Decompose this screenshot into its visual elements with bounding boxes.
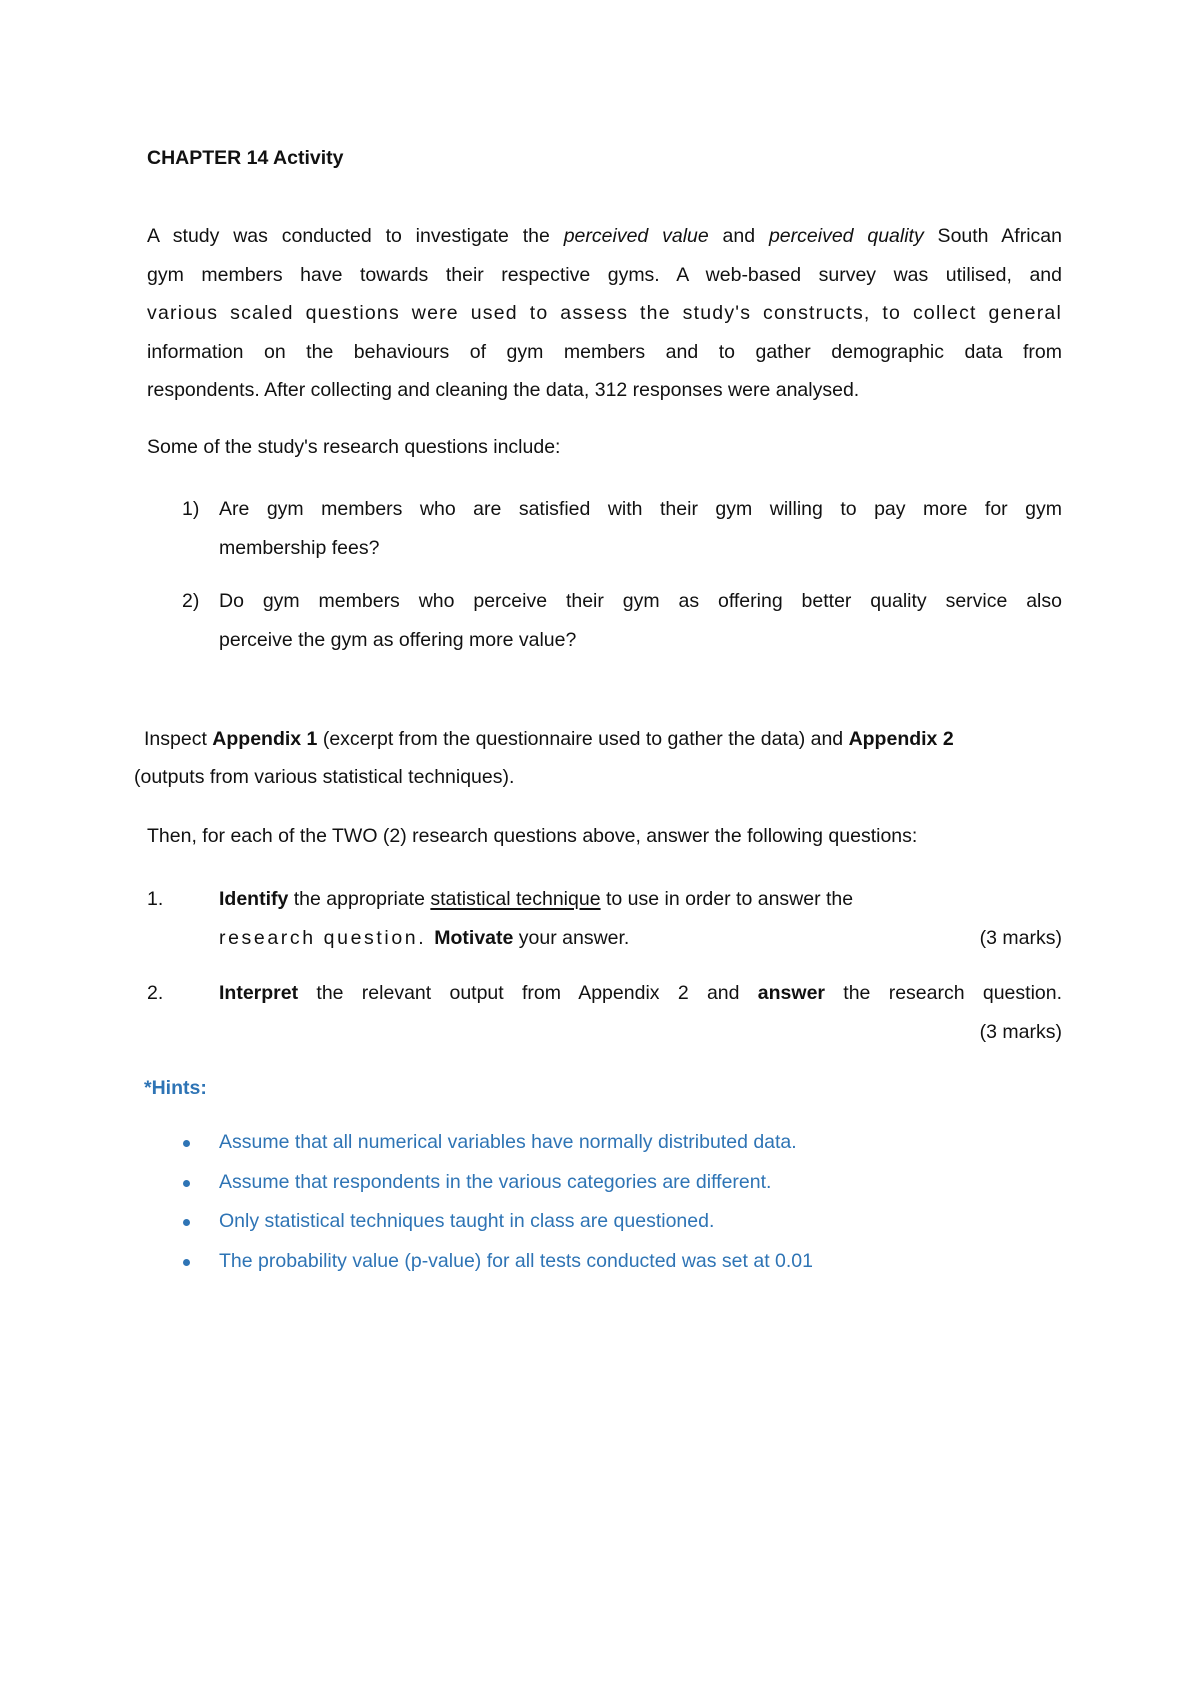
- hint-item: [183, 1250, 813, 1290]
- intro-line-3: various scaled questions were used to assess the study's constructs, to collect general: [147, 302, 1062, 324]
- research-question-line: Are gym members who are satisfied with their gym willing to pay more for gym: [219, 498, 1062, 520]
- research-question-line: Do gym members who perceive their gym as offering better quality service also: [219, 590, 1062, 612]
- task-line: [219, 974, 1062, 1013]
- bullet-icon: [183, 1259, 190, 1266]
- inspect-instruction-line-1: [144, 728, 954, 751]
- hints-title: *Hints:: [144, 1077, 207, 1099]
- hint-item: [183, 1131, 813, 1171]
- research-questions-intro: Some of the study's research questions include:: [147, 436, 561, 458]
- intro-text: A study was conducted to investigate the: [147, 225, 564, 247]
- task-verb: Identify: [219, 888, 289, 910]
- research-question-number: 1): [182, 498, 200, 520]
- task-text: the appropriate: [288, 888, 431, 910]
- intro-emphasis-perceived-value: perceived value: [563, 225, 709, 247]
- task-line: [219, 880, 1062, 919]
- bullet-icon: [183, 1180, 190, 1187]
- task-underlined-term: statistical technique: [430, 888, 601, 910]
- task-text: the relevant output from Appendix 2 and: [298, 982, 758, 1004]
- task-verb: Interpret: [219, 982, 299, 1004]
- inspect-text: (excerpt from the questionnaire used to gather the data) and: [317, 728, 849, 750]
- hints-list: [183, 1131, 813, 1289]
- intro-line-4: information on the behaviours of gym members and to gather demographic data from: [147, 340, 1062, 363]
- task-line: [219, 919, 1062, 958]
- task-text: to use in order to answer the: [600, 888, 854, 910]
- appendix-1-reference: Appendix 1: [212, 728, 318, 750]
- intro-paragraph: [147, 217, 1062, 410]
- intro-text: South African: [923, 225, 1062, 247]
- hint-text: Assume that all numerical variables have normally distributed data.: [219, 1131, 797, 1153]
- task-verb: Motivate: [434, 926, 514, 949]
- bullet-icon: [183, 1140, 190, 1147]
- inspect-text: Inspect: [144, 728, 213, 750]
- hint-text: The probability value (p-value) for all tests conducted was set at 0.01: [219, 1249, 813, 1272]
- task-verb: answer: [757, 982, 825, 1004]
- research-question-text: [219, 582, 1062, 659]
- hint-item: [183, 1171, 813, 1211]
- intro-text: and: [708, 225, 769, 247]
- task-body: [219, 974, 1062, 1051]
- task-text: research question.: [219, 926, 435, 949]
- research-question-text: [219, 490, 1062, 567]
- task-body: [219, 880, 1062, 957]
- inspect-instruction-line-2: (outputs from various statistical techniques).: [134, 766, 515, 788]
- task-number: 2.: [147, 982, 164, 1004]
- task-marks: (3 marks): [979, 926, 1062, 949]
- research-question-number: 2): [182, 590, 200, 612]
- intro-emphasis-perceived-quality: perceived quality: [768, 225, 924, 247]
- task-text: the research question.: [825, 982, 1063, 1004]
- research-question-line: perceive the gym as offering more value?: [219, 628, 577, 651]
- intro-line-1: [147, 217, 1062, 256]
- page-title: CHAPTER 14 Activity: [147, 147, 344, 169]
- hint-text: Only statistical techniques taught in class are questioned.: [219, 1210, 715, 1232]
- intro-line-2: gym members have towards their respective gyms. A web-based survey was utilised, and: [147, 263, 1062, 286]
- then-instruction: Then, for each of the TWO (2) research questions above, answer the following questions:: [147, 825, 918, 847]
- task-marks: (3 marks): [979, 1020, 1062, 1043]
- task-text: your answer.: [513, 926, 630, 949]
- task-number: 1.: [147, 888, 164, 910]
- appendix-2-reference: Appendix 2: [848, 728, 954, 750]
- intro-line-5: respondents. After collecting and cleaning the data, 312 responses were analysed.: [147, 379, 860, 401]
- research-question-line: membership fees?: [219, 536, 380, 559]
- bullet-icon: [183, 1219, 190, 1226]
- hint-item: [183, 1210, 813, 1250]
- hint-text: Assume that respondents in the various categories are different.: [219, 1170, 772, 1193]
